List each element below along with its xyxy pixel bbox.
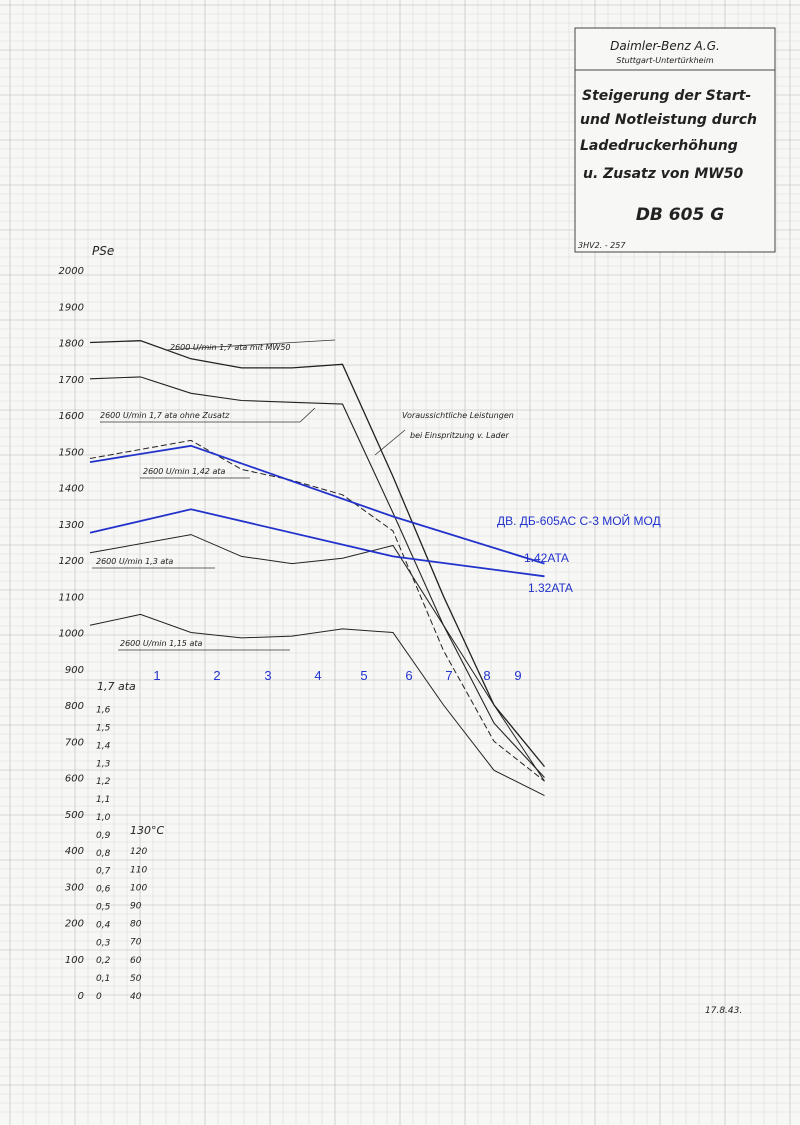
company-location: Stuttgart-Untertürkheim [616, 56, 714, 65]
company-name: Daimler-Benz A.G. [610, 39, 720, 53]
ata-tick-label: 1,2 [96, 777, 111, 788]
ata-tick-label: 0,5 [96, 902, 111, 913]
y-tick-label: 1100 [58, 592, 84, 604]
label-series-2: 2600 U/min 1,7 ata ohne Zusatz [100, 411, 230, 420]
label-series-1: 2600 U/min 1,7 ata mit MW50 [170, 343, 291, 352]
engine-designation: DB 605 G [635, 205, 725, 225]
temp-tick-label: 120 [130, 847, 148, 858]
ata-tick-label: 0,8 [96, 848, 111, 859]
ata-axis-ticks [96, 706, 111, 1002]
temp-axis-label: 130°C [130, 824, 165, 837]
y-tick-label: 1000 [58, 628, 84, 640]
temp-tick-label: 60 [130, 955, 142, 966]
reference-number: 3HV2. - 257 [578, 241, 626, 250]
ata-tick-label: 0,7 [96, 866, 111, 877]
series-line-4 [90, 535, 545, 782]
y-tick-label: 100 [64, 954, 84, 966]
y-tick-label: 1300 [58, 519, 84, 531]
ata-tick-label: 0,2 [96, 956, 111, 967]
label-1-32-ata: 1.32ATA [528, 581, 573, 595]
y-tick-label: 700 [64, 737, 84, 749]
footer-date: 17.8.43. [705, 1006, 743, 1016]
temp-tick-label: 70 [130, 937, 142, 948]
x-category-label: 9 [514, 668, 522, 683]
x-category-label: 4 [314, 668, 322, 683]
y-tick-label: 400 [64, 846, 84, 857]
title-line-1: Steigerung der Start- [582, 88, 752, 104]
overlay-note: ДВ. ДБ-605АС С-3 МОЙ МОД [497, 514, 661, 528]
label-series-4: 2600 U/min 1,3 ata [96, 557, 174, 566]
temp-tick-label: 50 [130, 973, 142, 984]
ata-tick-label: 0,9 [96, 830, 111, 841]
ata-tick-label: 1,0 [96, 813, 111, 823]
ata-tick-label: 1,6 [96, 705, 111, 716]
y-tick-label: 2000 [58, 266, 84, 277]
temp-tick-label: 90 [130, 901, 142, 912]
ata-tick-label: 1,4 [96, 741, 111, 752]
y-tick-label: 1400 [58, 483, 84, 495]
y-tick-label: 800 [64, 701, 84, 712]
y-tick-label: 1500 [58, 447, 84, 459]
y-tick-label: 1800 [58, 338, 84, 350]
y-axis-ticks [59, 266, 84, 1002]
x-category-label: 7 [445, 668, 453, 683]
y-tick-label: 300 [64, 882, 84, 894]
title-line-4: u. Zusatz von MW50 [583, 166, 744, 182]
y-tick-label: 1200 [58, 556, 84, 567]
y-tick-label: 900 [64, 664, 84, 676]
title-line-3: Ladedruckerhöhung [580, 138, 738, 154]
y-tick-label: 600 [64, 773, 84, 785]
temp-tick-label: 110 [130, 865, 148, 876]
y-tick-label: 1700 [58, 374, 84, 386]
temp-tick-label: 80 [130, 919, 142, 930]
x-category-label: 6 [405, 668, 413, 683]
label-series-3: 2600 U/min 1,42 ata [143, 467, 226, 476]
series-line-6 [90, 446, 545, 564]
x-category-label: 5 [360, 668, 368, 683]
ata-tick-label: 0,4 [96, 920, 111, 931]
x-category-label: 1 [153, 668, 161, 683]
ata-tick-label: 0 [96, 992, 102, 1002]
y-axis-label: PSe [92, 244, 115, 258]
title-line-2: und Notleistung durch [580, 112, 757, 128]
y-tick-label: 1900 [58, 302, 84, 314]
annotation-line-2: bei Einspritzung v. Lader [410, 431, 509, 440]
x-category-label: 3 [264, 668, 272, 683]
y-tick-label: 200 [64, 918, 84, 930]
ata-tick-label: 1,5 [96, 723, 111, 734]
ata-tick-label: 1,3 [96, 759, 111, 770]
y-tick-label: 0 [77, 991, 84, 1002]
temp-tick-label: 40 [130, 992, 142, 1002]
x-category-label: 8 [483, 668, 491, 683]
y-tick-label: 1600 [58, 411, 84, 422]
curve-labels [92, 340, 514, 650]
x-category-label: 2 [213, 668, 221, 683]
series-line-1 [90, 341, 545, 770]
ata-tick-label: 0,1 [96, 974, 111, 985]
label-series-5: 2600 U/min 1,15 ata [120, 639, 203, 648]
temp-tick-label: 100 [130, 883, 148, 894]
ata-tick-label: 1,1 [96, 795, 111, 806]
ata-tick-label: 0,3 [96, 938, 111, 949]
ata-axis-label: 1,7 ata [97, 680, 136, 693]
y-tick-label: 500 [64, 809, 84, 821]
annotation-line-1: Voraussichtliche Leistungen [402, 411, 514, 420]
series-line-3 [90, 440, 545, 781]
ata-tick-label: 0,6 [96, 884, 111, 895]
label-1-42-ata: 1.42ATA [524, 551, 569, 565]
temp-axis-ticks [130, 847, 147, 1002]
